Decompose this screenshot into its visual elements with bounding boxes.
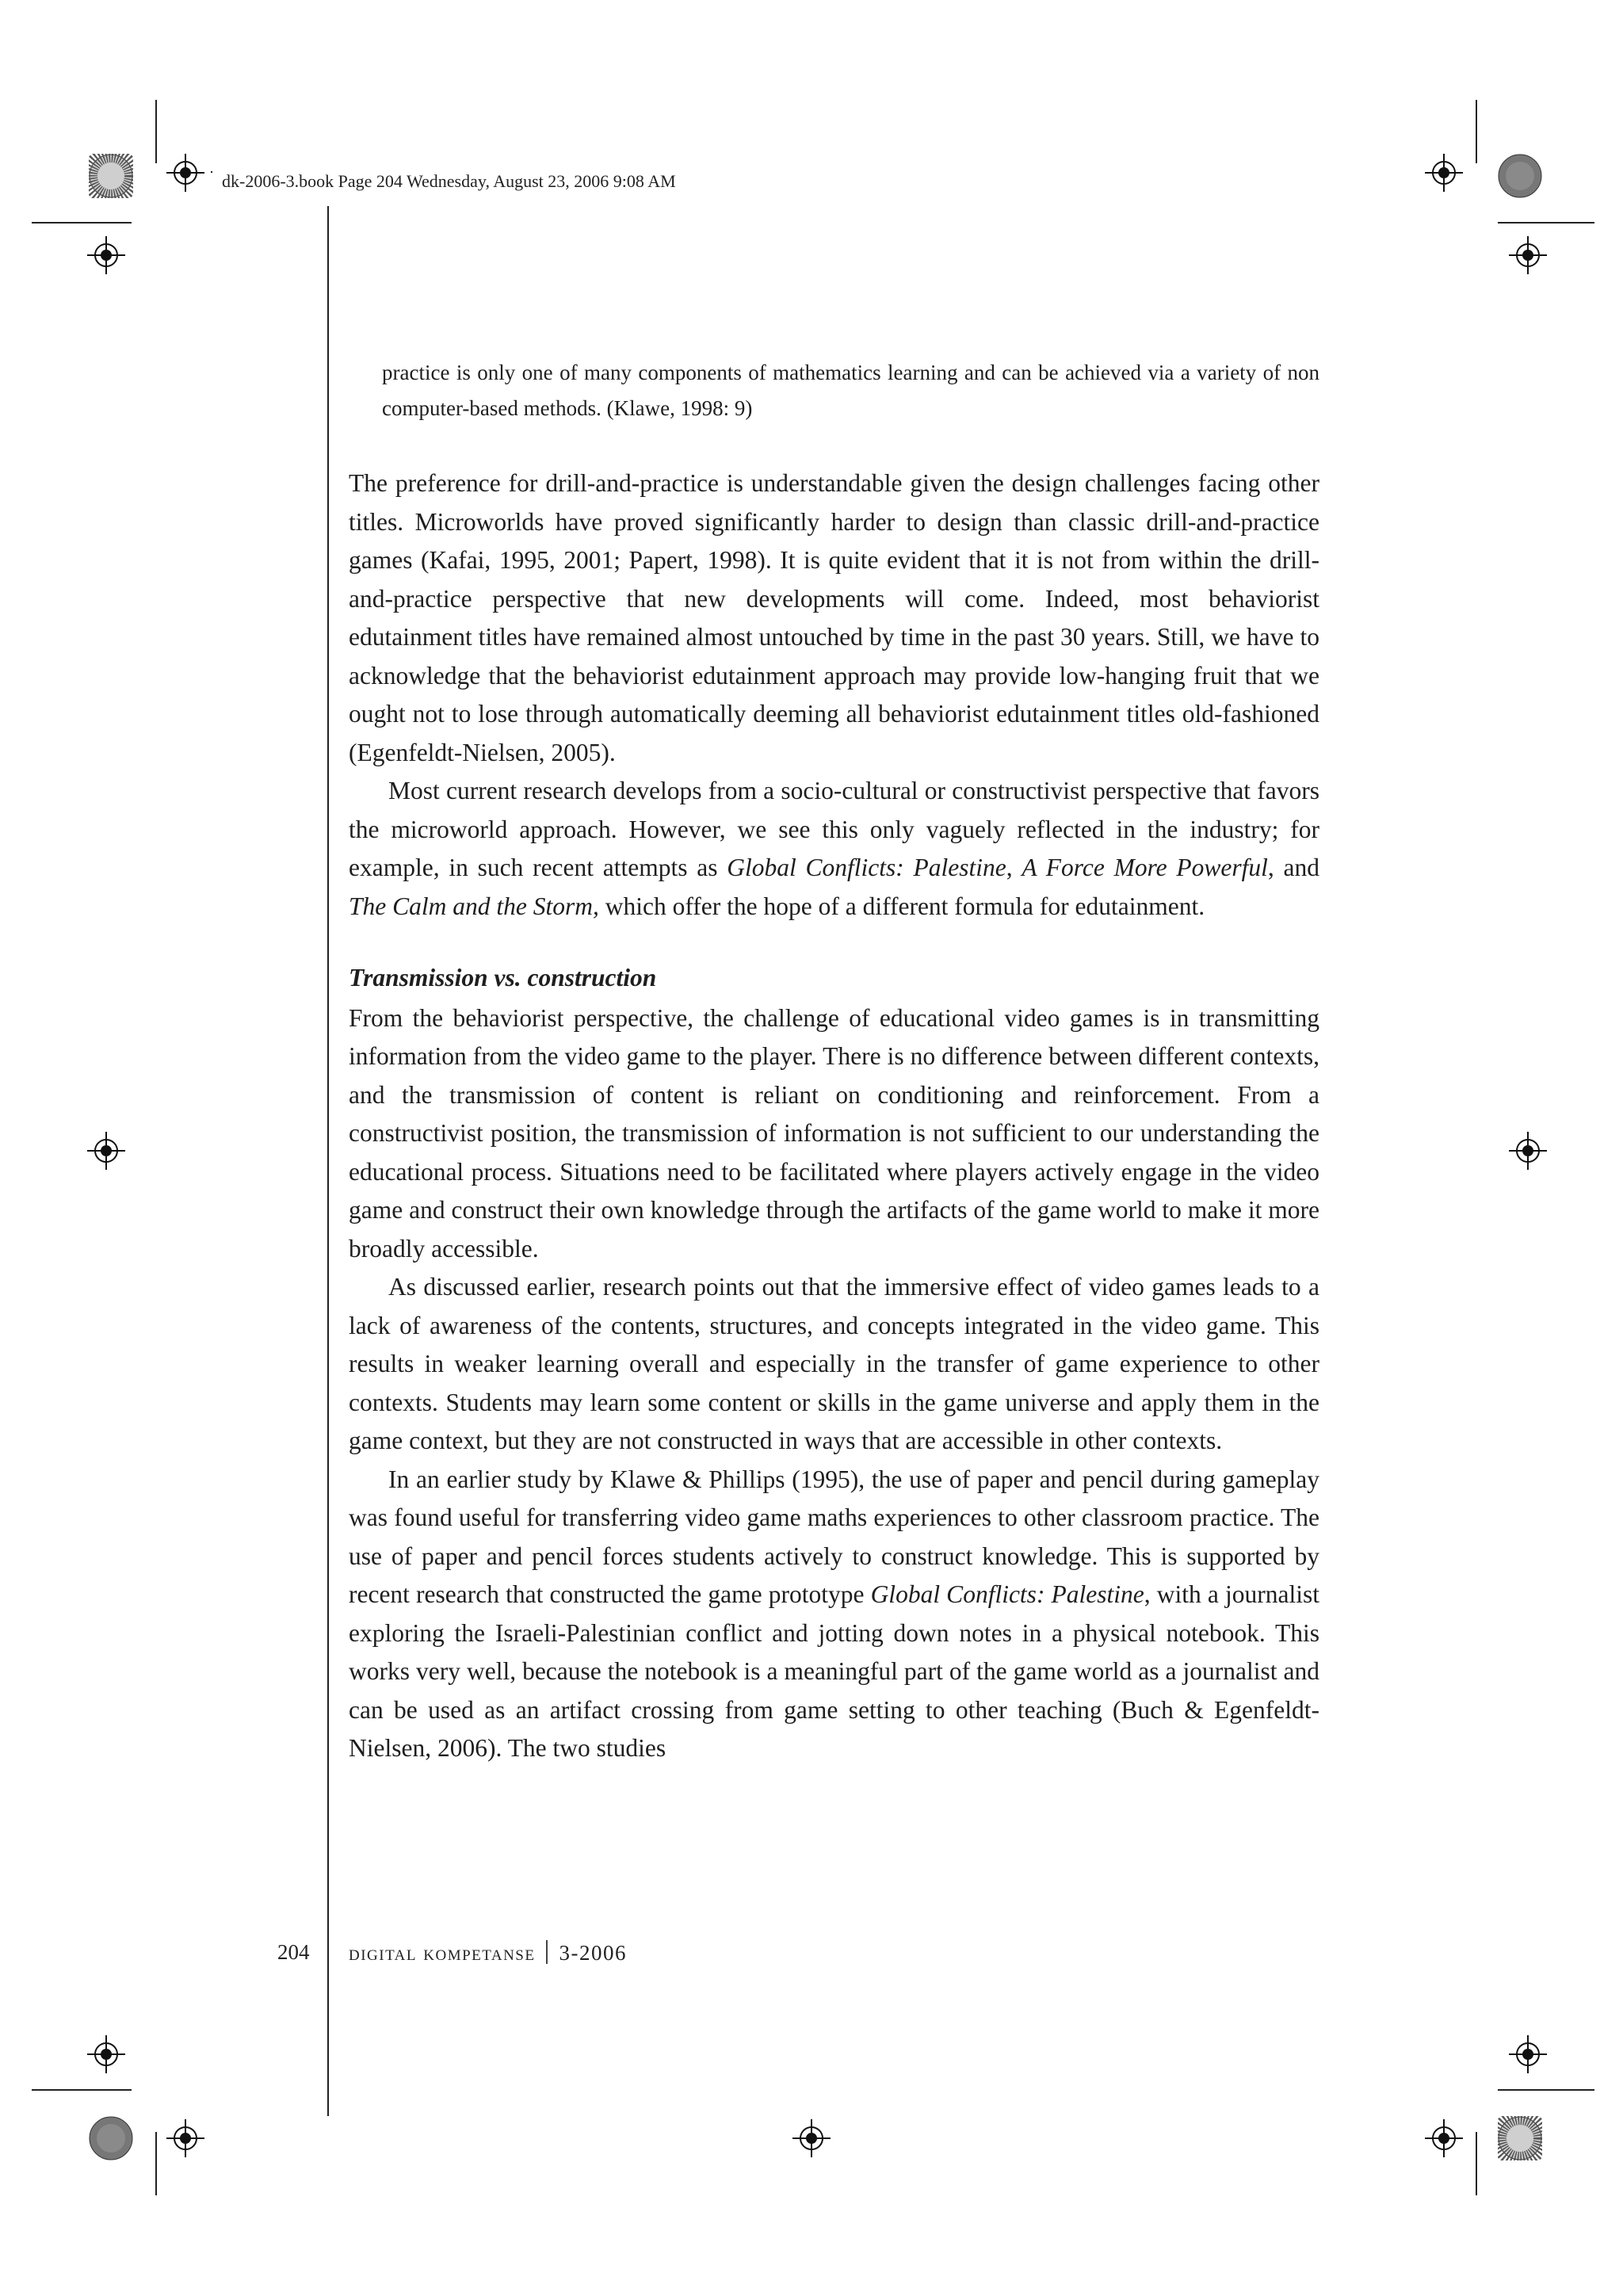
registration-mark-icon [1425,154,1463,192]
registration-mark-icon [1509,2035,1547,2073]
paragraph [349,772,1319,926]
text-run: , [1006,854,1022,881]
game-title: A Force More Powerful [1022,854,1268,881]
section-heading: Transmission vs. construction [349,964,657,991]
text-run: Most current research develops from a socio-cultural or constructivist perspective that favors the microworld approach. However, we see this only vaguely reflected in the industry; for example, in such recent attempts as [349,777,1319,881]
registration-mark-icon [166,2119,204,2157]
text-run: which offer the hope of a different formula for edutainment. [598,892,1205,920]
starburst-target-icon [1498,154,1542,198]
page-number: 204 [277,1940,310,1964]
paragraph: From the behaviorist perspective, the challenge of educational video games is in transmitting information from the video game to the player. There is no difference between different contexts, and the transmission of content is reliant on conditioning and reinforcement. From a constructivist position, the transmission of information is not sufficient to our understanding the educational process. Situations need to be facilitated where players actively engage in the video game and construct their own knowledge through the artifacts of the game world to make it more broadly accessible. [349,1003,1319,1263]
journal-issue: 3-2006 [559,1941,627,1965]
paragraph: The preference for drill-and-practice is understandable given the design challenges facing other titles. Microworlds have proved significantly harder to design than classic drill-and-practice games (Kafai, 1995, 2001; Papert, 1998). It is quite evident that it is not from within the drill-and-practice perspective that new developments will come. Indeed, most behaviorist edutainment titles have remained almost untouched by time in the past 30 years. Still, we have to acknowledge that the behaviorist edutainment approach may provide low-hanging fruit that we ought not to lose through automatically deeming all behaviorist edutainment titles old-fashioned (Egenfeldt-Nielsen, 2005). [349,469,1319,766]
game-title: Global Conflicts: Palestine [727,854,1006,881]
starburst-target-icon [89,2116,133,2160]
game-title: The Calm and the Storm, [349,892,599,920]
registration-mark-icon [87,1132,125,1170]
text-run: In an earlier study by Klawe & Phillips (1995), the use of paper and pencil during gameplay was found useful for transferring video game maths experiences to other classroom practice. The use of paper and pencil forces students actively to construct knowledge. This is supported by recent research that constructed the game prototype [349,1465,1319,1608]
starburst-target-icon [1498,2116,1542,2160]
print-slug-line: dk-2006-3.book Page 204 Wednesday, August 23, 2006 9:08 AM [222,171,676,191]
paragraph: As discussed earlier, research points out that the immersive effect of video games leads to a lack of awareness of the contents, structures, and concepts integrated in the video game. This results in weaker learning overall and especially in the transfer of game experience to other contexts. Students may learn some content or skills in the game universe and apply them in the game context, but they are not constructed in ways that are accessible in other contexts. [349,1273,1319,1454]
registration-mark-icon [1509,236,1547,274]
registration-mark-icon [166,154,204,192]
game-title: Global Conflicts: Palestine [870,1580,1144,1608]
paragraph [349,1461,1319,1768]
registration-mark-icon [87,236,125,274]
journal-name: digital kompetanse [349,1941,536,1965]
running-footer [349,1940,627,1966]
starburst-target-icon [89,154,133,198]
article-body [349,355,1319,1768]
registration-mark-icon [1509,1132,1547,1170]
registration-mark-icon [1425,2119,1463,2157]
text-run: , with a journalist exploring the Israeli-Palestinian conflict and jotting down notes in a physical notebook. This works very well, because the notebook is a meaningful part of the game world as a journalist and can be used as an artifact crossing from game setting to other teaching (Buch & Egenfeldt-Nielsen, 2006). The two studies [349,1580,1319,1762]
block-quote: practice is only one of many components of mathematics learning and can be achieved via a variety of non computer-based methods. (Klawe, 1998: 9) [382,361,1319,420]
registration-mark-icon [792,2119,831,2157]
registration-mark-icon [87,2035,125,2073]
footer-divider [546,1940,548,1964]
text-run: , and [1267,854,1320,881]
